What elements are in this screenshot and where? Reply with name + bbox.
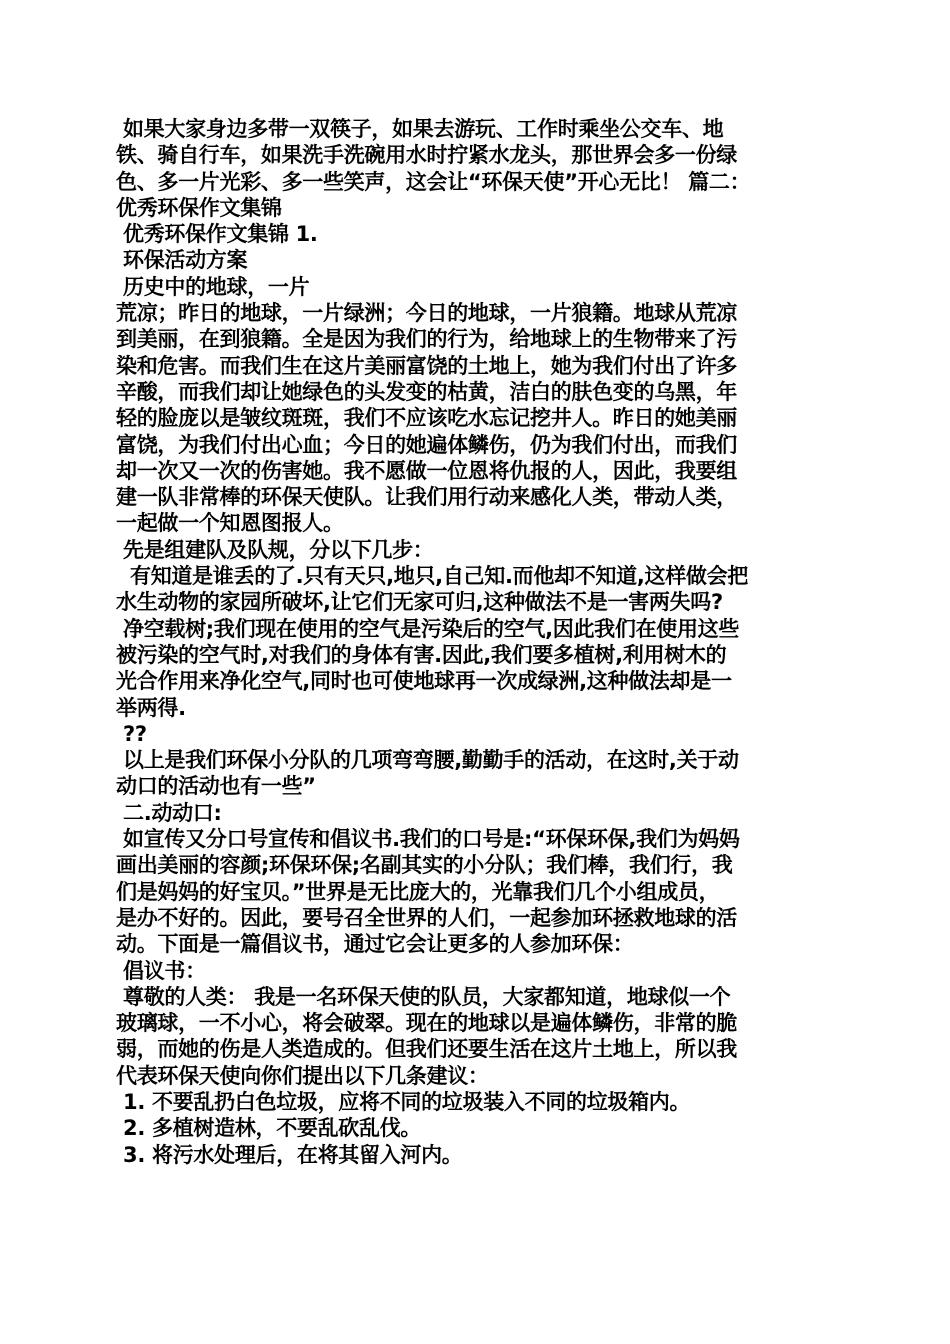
text-line: 以上是我们环保小分队的几项弯弯腰,勤勤手的活动，在这时,关于动 (116, 748, 739, 773)
text-line: 弱，而她的伤是人类造成的。但我们还要生活在这片土地上，所以我 (116, 1037, 737, 1062)
text-line: 画出美丽的容颜;环保环保;名副其实的小分队；我们棒，我们行，我 (116, 853, 733, 878)
text-line: 轻的脸庞以是皱纹斑斑，我们不应该吃水忘记挖井人。昨日的她美丽 (116, 406, 737, 431)
text-line: 们是妈妈的好宝贝。”世界是无比庞大的，光靠我们几个小组成员， (116, 879, 720, 904)
text-line: 色、多一片光彩、多一些笑声，这会让“环保天使”开心无比！ 篇二： (116, 169, 751, 194)
text-line: 辛酸，而我们却让她绿色的头发变的枯黄，洁白的肤色变的乌黑，年 (116, 379, 737, 404)
text-line: ?? (116, 721, 147, 746)
text-line: 如宣传又分口号宣传和倡议书.我们的口号是:“环保环保,我们为妈妈 (116, 827, 740, 852)
text-line: 代表环保天使向你们提出以下几条建议： (116, 1063, 489, 1088)
text-line: 尊敬的人类： 我是一名环保天使的队员，大家都知道，地球似一个 (116, 984, 731, 1009)
text-line: 倡议书： (116, 958, 206, 983)
text-line: 光合作用来净化空气,同时也可使地球再一次成绿洲,这种做法却是一 (116, 669, 732, 694)
text-line: 玻璃球，一不小心，将会破翠。现在的地球以是遍体鳞伤，非常的脆 (116, 1011, 737, 1036)
text-line: 先是组建队及队规，分以下几步： (116, 537, 434, 562)
text-line: 净空载树;我们现在使用的空气是污染后的空气,因此我们在使用这些 (116, 616, 740, 641)
text-line: 一起做一个知恩图报人。 (116, 511, 344, 536)
list-item: 3. 将污水处理后，在将其留入河内。 (116, 1142, 463, 1167)
text-line: 被污染的空气时,对我们的身体有害.因此,我们要多植树,利用树木的 (116, 642, 727, 667)
text-line: 是办不好的。因此，要号召全世界的人们，一起参加环拯救地球的活 (116, 905, 737, 930)
section-heading: 优秀环保作文集锦 (116, 195, 282, 220)
text-line: 二.动动口: (116, 800, 222, 825)
text-line: 举两得. (116, 695, 186, 720)
text-line: 染和危害。而我们生在这片美丽富饶的土地上，她为我们付出了许多 (116, 353, 737, 378)
text-line: 环保活动方案 (116, 248, 248, 273)
list-item: 1. 不要乱扔白色垃圾，应将不同的垃圾装入不同的垃圾箱内。 (116, 1089, 691, 1114)
text-line: 历史中的地球，一片 (116, 274, 310, 299)
text-line: 到美丽，在到狼籍。全是因为我们的行为，给地球上的生物带来了污 (116, 327, 737, 352)
text-line: 建一队非常棒的环保天使队。让我们用行动来感化人类，带动人类， (116, 485, 737, 510)
text-line: 富饶，为我们付出心血；今日的她遍体鳞伤，仍为我们付出，而我们 (116, 432, 737, 457)
text-line: 动口的活动也有一些” (116, 774, 316, 799)
text-line: 荒凉；昨日的地球，一片绿洲；今日的地球，一片狼籍。地球从荒凉 (116, 301, 737, 326)
text-line: 却一次又一次的伤害她。我不愿做一位恩将仇报的人，因此，我要组 (116, 458, 737, 483)
text-line: 优秀环保作文集锦 1. (116, 222, 318, 247)
text-line: 如果大家身边多带一双筷子，如果去游玩、工作时乘坐公交车、地 (116, 117, 724, 141)
text-line: 水生动物的家园所破坏,让它们无家可归,这种做法不是一害两失吗? (116, 590, 723, 615)
text-line: 有知道是谁丢的了.只有天只,地只,自己知.而他却不知道,这样做会把 (116, 564, 749, 589)
document-body (116, 116, 838, 1168)
list-item: 2. 多植树造林，不要乱砍乱伐。 (116, 1116, 422, 1141)
text-line: 铁、骑自行车，如果洗手洗碗用水时拧紧水龙头，那世界会多一份绿 (116, 143, 737, 168)
text-line: 动。下面是一篇倡议书，通过它会让更多的人参加环保： (116, 932, 634, 957)
